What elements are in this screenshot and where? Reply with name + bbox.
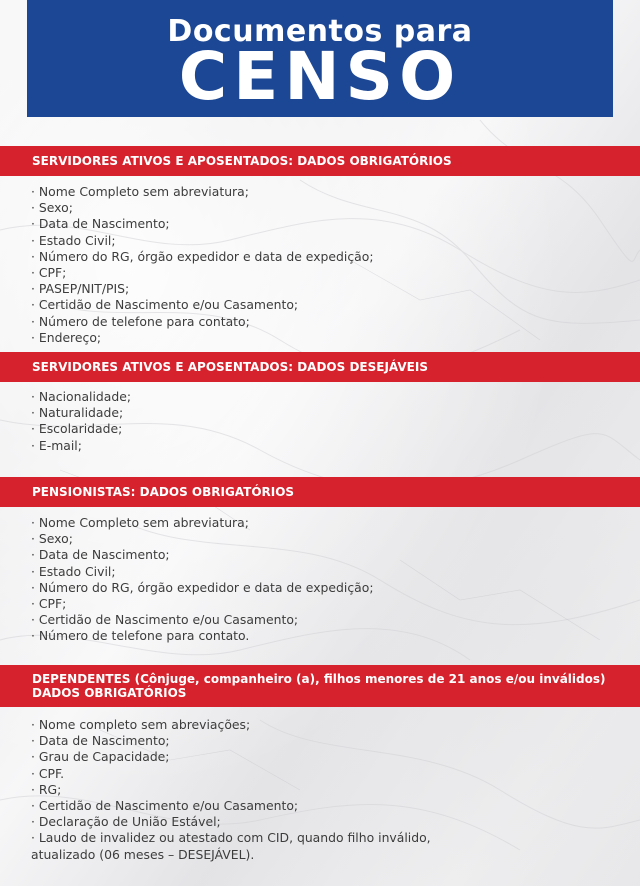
list-item: · Data de Nascimento;: [31, 547, 621, 563]
list-item-continuation: atualizado (06 meses – DESEJÁVEL).: [31, 846, 255, 862]
section-heading-dependentes: [0, 665, 640, 707]
list-item: · CPF;: [31, 596, 621, 612]
list-item: · Número de telefone para contato.: [31, 628, 621, 644]
list-item: · CPF;: [31, 265, 621, 281]
list-item: · PASEP/NIT/PIS;: [31, 281, 621, 297]
list-item: · Nome completo sem abreviações;: [31, 717, 621, 733]
list-item: · Sexo;: [31, 531, 621, 547]
list-dependentes: [31, 717, 621, 863]
list-item: · Nacionalidade;: [31, 389, 621, 405]
list-item: · Estado Civil;: [31, 233, 621, 249]
section-heading-text-line2: DADOS OBRIGATÓRIOS: [32, 686, 187, 700]
section-heading-ativos-obrigatorios: [0, 146, 640, 176]
banner-title: CENSO: [178, 38, 462, 115]
list-item: · Nome Completo sem abreviatura;: [31, 515, 621, 531]
list-item: · CPF.: [31, 766, 621, 782]
list-item: · Data de Nascimento;: [31, 216, 621, 232]
list-item: · Certidão de Nascimento e/ou Casamento;: [31, 612, 621, 628]
list-ativos-desejaveis: [31, 389, 621, 454]
title-banner: [27, 0, 613, 117]
section-heading-text: PENSIONISTAS: DADOS OBRIGATÓRIOS: [32, 485, 295, 499]
section-heading-text: SERVIDORES ATIVOS E APOSENTADOS: DADOS DESEJÁVEIS: [32, 360, 428, 374]
banner-subtitle: Documentos para: [167, 14, 473, 49]
list-item: · Número de telefone para contato;: [31, 314, 621, 330]
list-item: · Endereço;: [31, 330, 621, 346]
list-item: · Data de Nascimento;: [31, 733, 621, 749]
section-heading-text: SERVIDORES ATIVOS E APOSENTADOS: DADOS OBRIGATÓRIOS: [32, 154, 452, 168]
list-item: · Número do RG, órgão expedidor e data de expedição;: [31, 580, 621, 596]
list-item: · RG;: [31, 782, 621, 798]
list-item: · Escolaridade;: [31, 421, 621, 437]
list-item: · Número do RG, órgão expedidor e data de expedição;: [31, 249, 621, 265]
section-heading-text: DEPENDENTES (Cônjuge, companheiro (a), filhos menores de 21 anos e/ou inválidos): [32, 672, 606, 686]
list-item: · Grau de Capacidade;: [31, 749, 621, 765]
list-ativos-obrigatorios: [31, 184, 621, 346]
list-item: · Nome Completo sem abreviatura;: [31, 184, 621, 200]
list-pensionistas: [31, 515, 621, 645]
list-item: · Certidão de Nascimento e/ou Casamento;: [31, 297, 621, 313]
section-heading-pensionistas: [0, 477, 640, 507]
section-heading-ativos-desejaveis: [0, 352, 640, 382]
list-item: · Naturalidade;: [31, 405, 621, 421]
list-item: · Sexo;: [31, 200, 621, 216]
list-item: · Estado Civil;: [31, 564, 621, 580]
list-item: · Certidão de Nascimento e/ou Casamento;: [31, 798, 621, 814]
list-item: · E-mail;: [31, 438, 621, 454]
list-item: · Declaração de União Estável;: [31, 814, 621, 830]
list-item: · Laudo de invalidez ou atestado com CID, quando filho inválido,: [31, 830, 621, 846]
